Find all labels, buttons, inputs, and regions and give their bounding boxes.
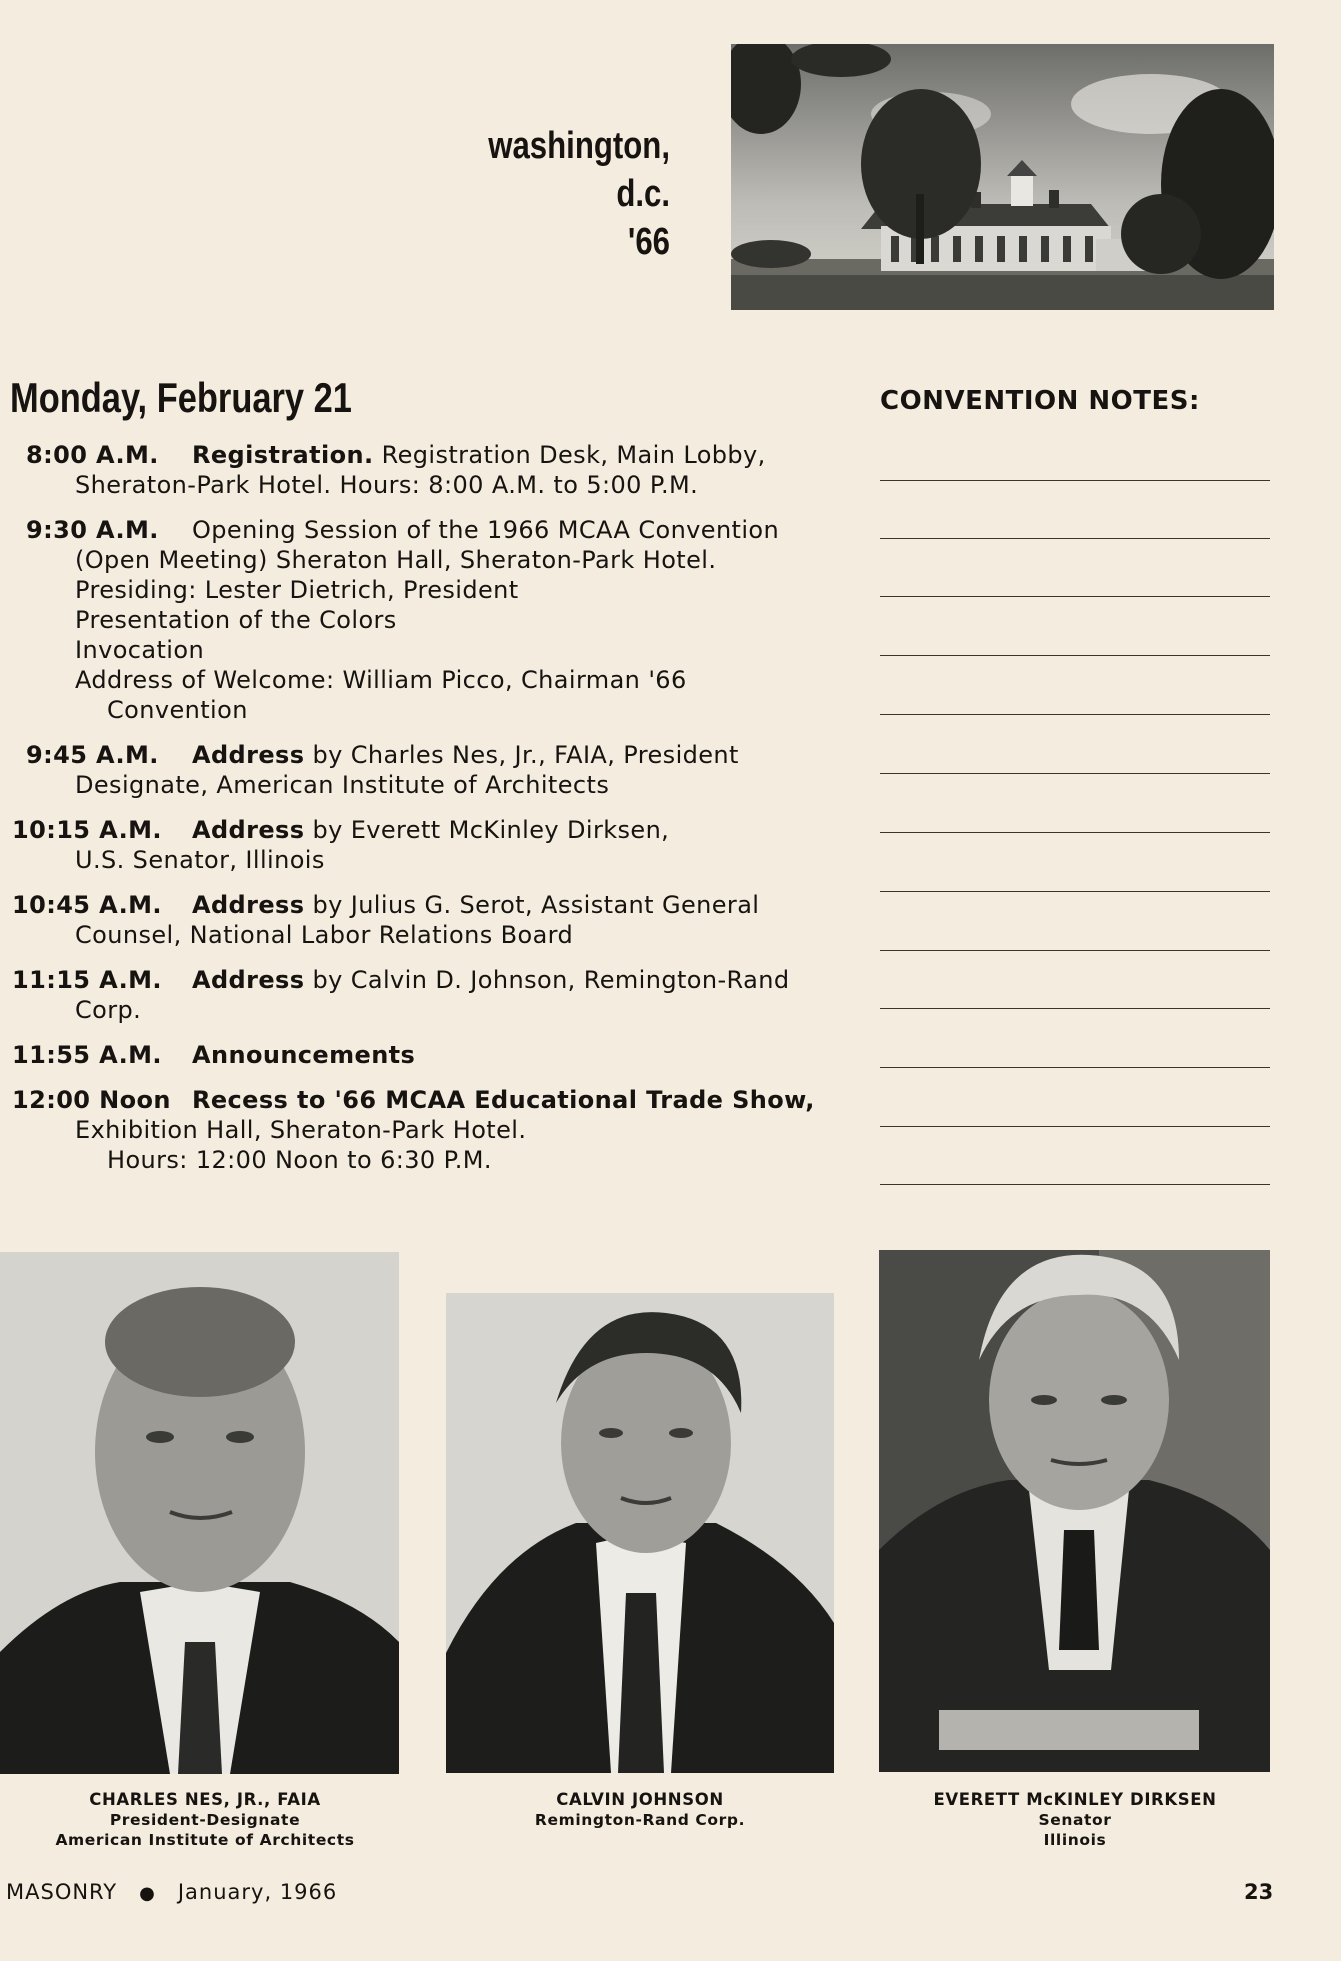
mansion-photo [731, 44, 1274, 310]
entry-title: Address [192, 816, 305, 844]
entry-detail: Sheraton-Park Hotel. Hours: 8:00 A.M. to 5:00 P.M. [75, 471, 699, 499]
note-line[interactable] [880, 950, 1270, 951]
caption-title: Remington-Rand Corp. [534, 1811, 746, 1829]
caption-nes [50, 1790, 360, 1850]
entry-text: by Charles Nes, Jr., FAIA, President [304, 741, 739, 769]
entry-title: Recess to '66 MCAA Educational Trade Show, [192, 1086, 815, 1114]
entry-detail: Hours: 12:00 Noon to 6:30 P.M. [107, 1146, 492, 1174]
entry-time: 11:55 A.M. [12, 1041, 162, 1069]
publication-name: MASONRY [6, 1880, 118, 1904]
entry-text: by Everett McKinley Dirksen, [304, 816, 670, 844]
entry-detail: Convention [107, 696, 248, 724]
entry-text: Opening Session of the 1966 MCAA Convention [192, 516, 780, 544]
entry-detail: Corp. [75, 996, 142, 1024]
masthead [457, 122, 670, 266]
entry-title: Address [192, 966, 305, 994]
entry-text: Registration Desk, Main Lobby, [373, 441, 766, 469]
caption-title: President-Designate [109, 1811, 301, 1829]
caption-title: Senator [1038, 1811, 1112, 1829]
note-line[interactable] [880, 832, 1270, 833]
portrait-everett-dirksen [879, 1250, 1270, 1772]
note-line[interactable] [880, 1184, 1270, 1185]
entry-time: 10:45 A.M. [12, 891, 162, 919]
schedule-entry [0, 965, 840, 1025]
note-line[interactable] [880, 891, 1270, 892]
issue-date: January, 1966 [177, 1880, 338, 1904]
schedule-entry [0, 1085, 840, 1175]
convention-notes-heading: CONVENTION NOTES: [880, 386, 1200, 416]
entry-text: by Calvin D. Johnson, Remington-Rand [304, 966, 790, 994]
note-line[interactable] [880, 773, 1270, 774]
note-line[interactable] [880, 1126, 1270, 1127]
note-line[interactable] [880, 480, 1270, 481]
note-line[interactable] [880, 655, 1270, 656]
caption-affiliation: American Institute of Architects [55, 1831, 355, 1849]
entry-detail: Designate, American Institute of Architects [75, 771, 610, 799]
schedule-entry [0, 1040, 840, 1070]
schedule-entry [0, 890, 840, 950]
caption-johnson [485, 1790, 795, 1830]
footer [6, 1880, 337, 1904]
note-line[interactable] [880, 714, 1270, 715]
entry-detail: Address of Welcome: William Picco, Chairman '66 [75, 666, 687, 694]
schedule-entry [0, 815, 840, 875]
entry-detail: (Open Meeting) Sheraton Hall, Sheraton-Park Hotel. [75, 546, 717, 574]
entry-detail: U.S. Senator, Illinois [75, 846, 325, 874]
entry-title: Registration. [192, 441, 374, 469]
schedule-entry [0, 740, 840, 800]
schedule [0, 440, 840, 1190]
entry-title: Address [192, 741, 305, 769]
masthead-city: washington, d.c. [488, 125, 670, 215]
note-line[interactable] [880, 538, 1270, 539]
entry-detail: Presiding: Lester Dietrich, President [75, 576, 519, 604]
entry-time: 12:00 Noon [12, 1086, 171, 1114]
entry-time: 11:15 A.M. [12, 966, 162, 994]
schedule-entry [0, 440, 840, 500]
entry-time: 10:15 A.M. [12, 816, 162, 844]
entry-detail: Exhibition Hall, Sheraton-Park Hotel. [75, 1116, 527, 1144]
entry-detail: Presentation of the Colors [75, 606, 397, 634]
entry-time: 9:45 A.M. [26, 741, 159, 769]
caption-dirksen [920, 1790, 1230, 1850]
caption-name: EVERETT McKINLEY DIRKSEN [933, 1790, 1217, 1809]
entry-detail: Counsel, National Labor Relations Board [75, 921, 574, 949]
bullet-icon: ● [139, 1883, 156, 1904]
caption-name: CHARLES NES, JR., FAIA [89, 1790, 321, 1809]
note-line[interactable] [880, 1008, 1270, 1009]
note-line[interactable] [880, 1067, 1270, 1068]
entry-detail: Invocation [75, 636, 205, 664]
note-line[interactable] [880, 596, 1270, 597]
portrait-calvin-johnson [446, 1293, 834, 1773]
entry-title: Announcements [192, 1041, 416, 1069]
entry-time: 8:00 A.M. [26, 441, 159, 469]
caption-name: CALVIN JOHNSON [556, 1790, 724, 1809]
schedule-entry [0, 515, 840, 725]
portrait-charles-nes [0, 1252, 399, 1774]
masthead-year: '66 [627, 221, 670, 263]
day-heading: Monday, February 21 [10, 374, 352, 421]
entry-text: by Julius G. Serot, Assistant General [304, 891, 760, 919]
caption-affiliation: Illinois [1043, 1831, 1107, 1849]
entry-time: 9:30 A.M. [26, 516, 159, 544]
page-number: 23 [1244, 1880, 1274, 1904]
entry-title: Address [192, 891, 305, 919]
